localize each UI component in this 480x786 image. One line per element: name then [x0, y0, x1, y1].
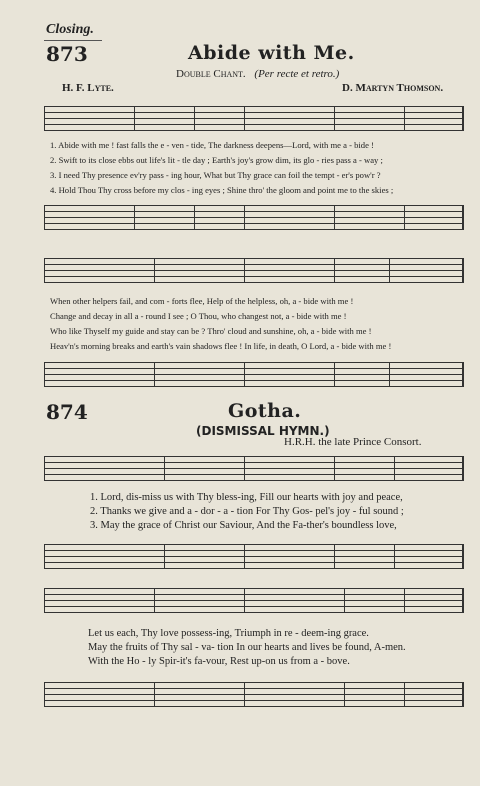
hymn-number: 873	[46, 42, 88, 66]
verse-line: 2. Thanks we give and a - dor - a - tion For Thy Gos- pel's joy - ful sound ;	[90, 506, 404, 517]
composer: D. Martyn Thomson.	[342, 82, 444, 94]
verse-line: 4. Hold Thou Thy cross before my clos - ing eyes ; Shine thro' the gloom and point me to the skies ;	[50, 185, 394, 195]
hymn-title: Abide with Me.	[188, 42, 355, 64]
music-staff	[44, 682, 464, 710]
verse-block	[88, 628, 406, 667]
music-staff	[44, 205, 464, 233]
hymn-title: Gotha.	[228, 400, 302, 422]
verse-line: Who like Thyself my guide and stay can be ? Thro' cloud and sunshine, oh, a - bide with me !	[50, 326, 372, 336]
composer: H.R.H. the late Prince Consort.	[284, 436, 422, 448]
verse-block	[90, 492, 404, 531]
verse-line: With the Ho - ly Spir-it's fa-vour, Rest up-on us from a - bove.	[88, 656, 350, 667]
verse-line: Heav'n's morning breaks and earth's vain shadows flee ! In life, in death, O Lord, a - bide with me !	[50, 341, 392, 351]
music-staff	[44, 258, 464, 286]
music-staff	[44, 588, 464, 616]
lyricist: H. F. Lyte.	[62, 82, 114, 94]
music-staff	[44, 544, 464, 572]
verse-line: 2. Swift to its close ebbs out life's lit - tle day ; Earth's joy's grow dim, its glo - ries pass a - way ;	[50, 155, 383, 165]
verse-line: Change and decay in all a - round I see ; O Thou, who changest not, a - bide with me !	[50, 311, 347, 321]
verse-line: 1. Lord, dis-miss us with Thy bless-ing, Fill our hearts with joy and peace,	[90, 492, 403, 503]
hymn-subtitle	[176, 68, 339, 80]
chant-note: (Per recte et retro.)	[254, 68, 340, 80]
verse-line: When other helpers fail, and com - forts flee, Help of the helpless, oh, a - bide with me !	[50, 296, 354, 306]
verse-line: May the fruits of Thy sal - va- tion In our hearts and lives be found, A-men.	[88, 642, 406, 653]
music-staff	[44, 456, 464, 484]
section-label: Closing.	[46, 22, 94, 37]
music-staff	[44, 106, 464, 134]
hymn-number: 874	[46, 400, 88, 424]
verse-line: Let us each, Thy love possess-ing, Triumph in re - deem-ing grace.	[88, 628, 369, 639]
chant-type: Double Chant.	[176, 68, 246, 80]
verse-block	[50, 140, 393, 195]
verse-line: 3. I need Thy presence ev'ry pass - ing hour, What but Thy grace can foil the tempt - er's pow'r ?	[50, 170, 381, 180]
verse-line: 1. Abide with me ! fast falls the e - ven - tide, The darkness deepens—Lord, with me a - bide !	[50, 140, 374, 150]
verse-line: 3. May the grace of Christ our Saviour, And the Fa-ther's boundless love,	[90, 520, 397, 531]
music-staff	[44, 362, 464, 390]
verse-block	[50, 296, 391, 351]
hymn-subtitle: (DISMISSAL HYMN.)	[196, 424, 330, 438]
